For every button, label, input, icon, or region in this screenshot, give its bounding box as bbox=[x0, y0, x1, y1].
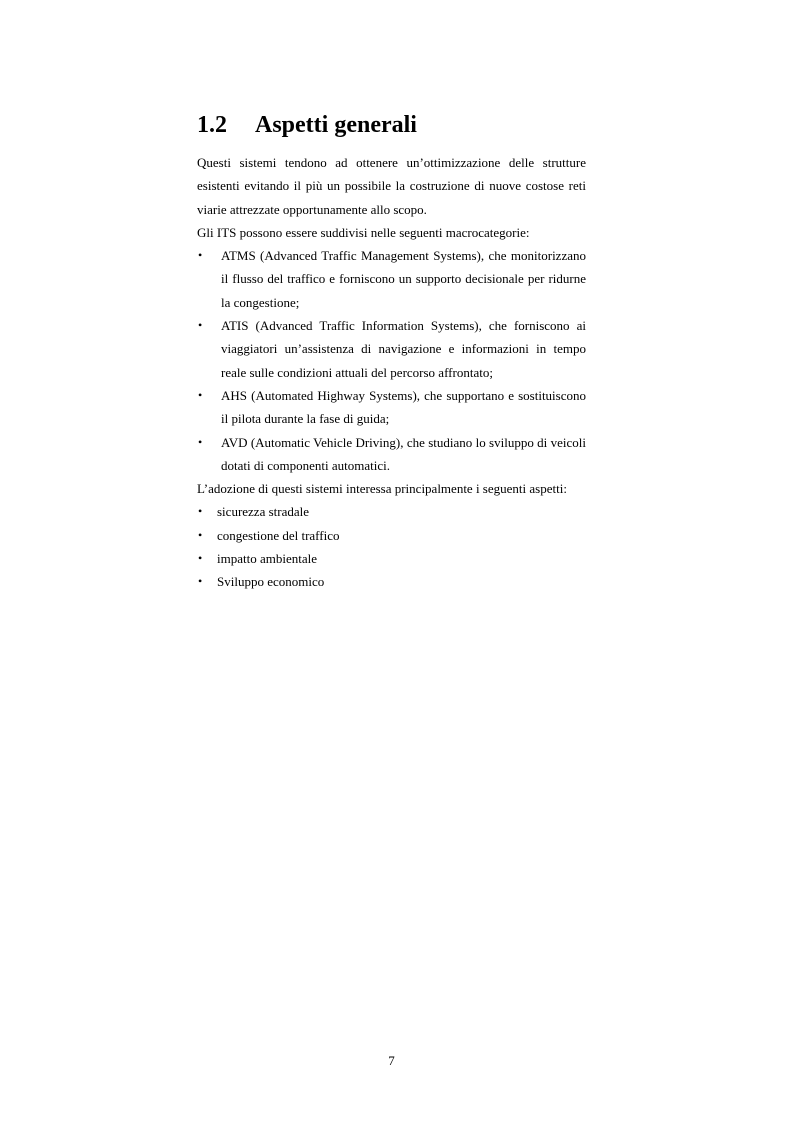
category-text: ATIS (Advanced Traffic Information Systems), che forniscono ai viaggiatori un’assistenza di navigazione e informazioni in tempo reale sulle condizioni attuali del percorso affrontato; bbox=[221, 318, 586, 380]
list-item bbox=[197, 431, 586, 478]
bullet-icon: • bbox=[198, 434, 203, 449]
category-text: AHS (Automated Highway Systems), che supportano e sostituiscono il pilota durante la fase di guida; bbox=[221, 387, 586, 427]
list-item bbox=[197, 314, 586, 384]
section-body bbox=[197, 151, 586, 594]
categories-list bbox=[197, 244, 586, 477]
aspects-intro-paragraph: L’adozione di questi sistemi interessa principalmente i seguenti aspetti: bbox=[197, 481, 567, 497]
aspects-list bbox=[197, 500, 586, 593]
category-text: ATMS (Advanced Traffic Management Systems), che monitorizzano il flusso del traffico e forniscono un supporto decisionale per ridurne la congestione; bbox=[221, 248, 586, 310]
list-item bbox=[197, 384, 586, 431]
section-title: Aspetti generali bbox=[255, 112, 417, 138]
category-text: AVD (Automatic Vehicle Driving), che studiano lo sviluppo di veicoli dotati di componenti automatici. bbox=[221, 434, 586, 473]
bullet-icon: • bbox=[198, 527, 203, 542]
page-number: 7 bbox=[388, 1053, 395, 1068]
bullet-icon: • bbox=[198, 551, 203, 566]
bullet-icon: • bbox=[198, 574, 203, 589]
intro-paragraph: Questi sistemi tendono ad ottenere un’ottimizzazione delle strutture esistenti evitando il più un possibile la costruzione di nuove costose reti viarie attrezzate opportunamente allo scopo. bbox=[197, 155, 586, 217]
aspect-text: congestione del traffico bbox=[217, 527, 340, 543]
list-item bbox=[197, 244, 586, 314]
list-item bbox=[197, 547, 586, 570]
bullet-icon: • bbox=[198, 248, 203, 263]
aspect-text: sicurezza stradale bbox=[217, 504, 310, 520]
categories-intro-paragraph: Gli ITS possono essere suddivisi nelle seguenti macrocategorie: bbox=[197, 224, 530, 240]
list-item bbox=[197, 524, 586, 547]
list-item bbox=[197, 500, 586, 523]
section-heading bbox=[197, 110, 597, 140]
aspect-text: impatto ambientale bbox=[217, 551, 317, 567]
section-number: 1.2 bbox=[197, 112, 227, 138]
bullet-icon: • bbox=[198, 387, 203, 402]
bullet-icon: • bbox=[198, 318, 203, 333]
aspect-text: Sviluppo economico bbox=[217, 574, 325, 590]
bullet-icon: • bbox=[198, 504, 203, 519]
list-item bbox=[197, 570, 586, 593]
